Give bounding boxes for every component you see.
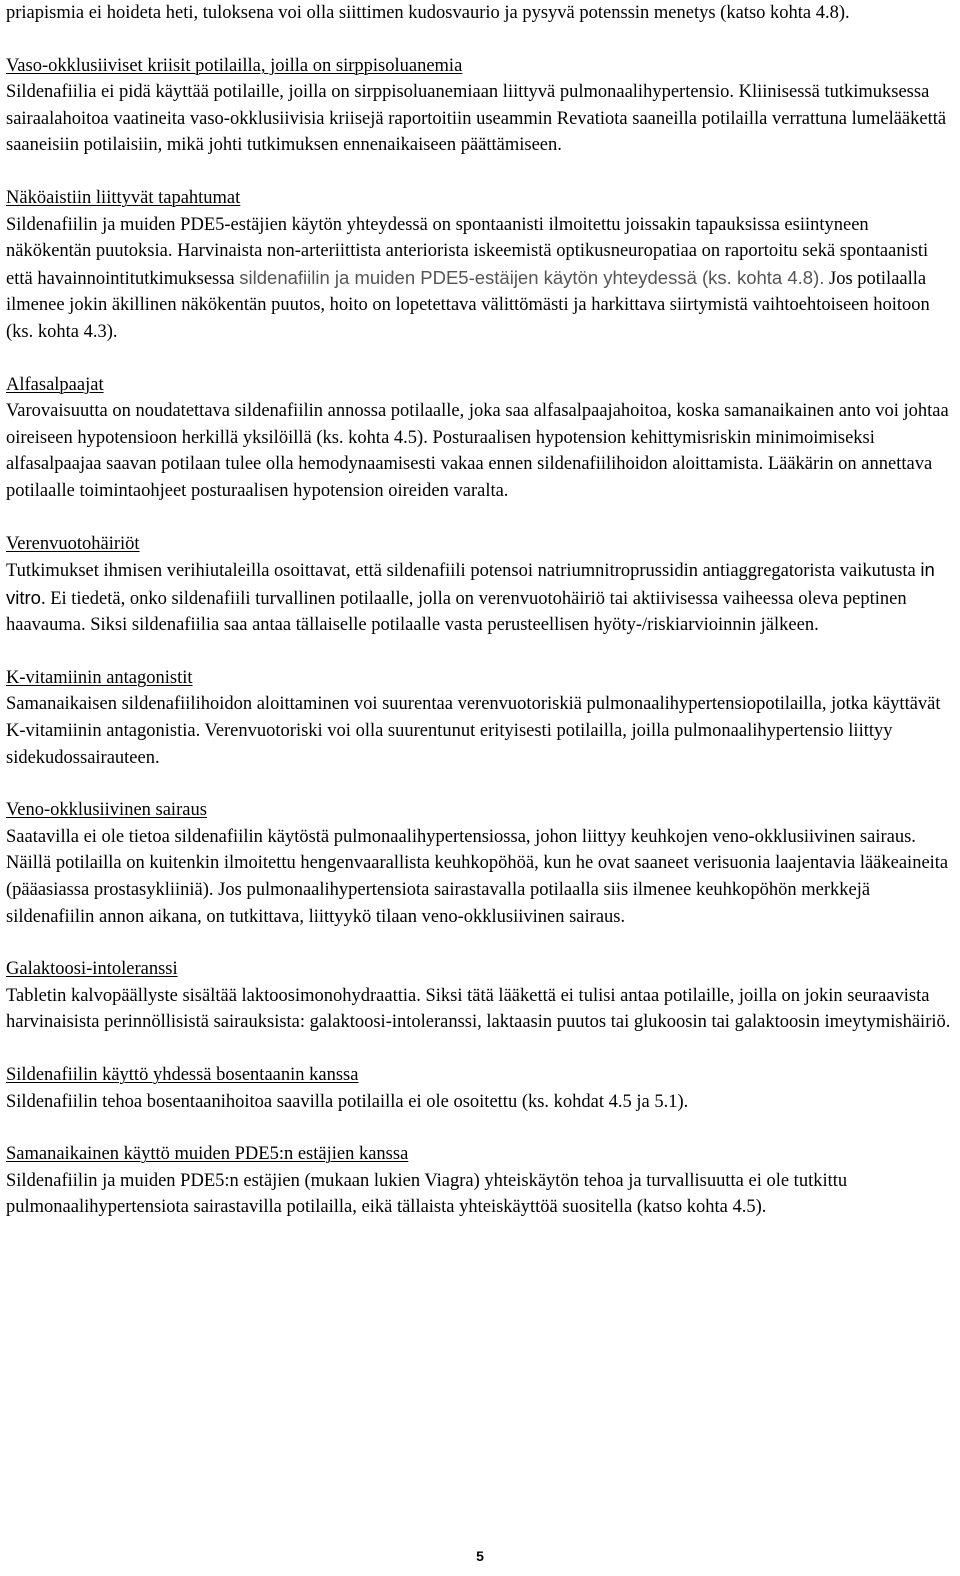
pde5-heading: Samanaikainen käyttö muiden PDE5:n estäjien kanssa [6,1144,409,1165]
eye-text-1: Sildenafiilin ja muiden PDE5-estäjien käytön yhteydessä on spontaanisti ilmoitettu joissakin tapauksissa esiintyneen näkökentän puutoksia. Harvinaista non-arteriittista anteriorista iskeemistä optikusneuropatiaa on raportoitu sekä spontaanisti että havainnointitutkimuksessa [6,214,929,289]
alpha-blockers-section [6,372,956,505]
intro-section [6,0,956,27]
visual-events-paragraph [6,212,956,346]
alpha-blockers-paragraph: Varovaisuutta on noudatettava sildenafiilin annossa potilaalle, joka saa alfasalpaajahoitoa, koska samanaikainen anto voi johtaa oireiseen hypotensioon herkillä yksilöillä (ks. kohta 4.5). Posturaalisen hypotension kehittymisriskin minimoimiseksi alfasalpaajaa saavan potilaan tulee olla hemodynaamisesti vakaa ennen sildenafiilihoidon aloittamista. Lääkärin on annettava potilaalle toimintaohjeet posturaalisen hypotension oireiden varalta. [6,401,949,501]
bleeding-disorders-heading: Verenvuotohäiriöt [6,533,140,554]
vaso-text-1: Sildenafiilia ei pidä käyttää potilaille, joilla on sirppisoluanemiaan liittyvä pulmonaalihypertensio. [6,82,735,103]
eye-gray-text: sildenafiilin ja muiden PDE5-estäijen käytön yhteydessä (ks. kohta 4.8). [239,266,825,288]
bosentan-heading: Sildenafiilin käyttö yhdessä bosentaanin kanssa [6,1065,359,1085]
vitamin-k-section [6,665,956,771]
galactose-section [6,956,956,1036]
veno-occlusive-paragraph: Saatavilla ei ole tietoa sildenafiilin käytöstä pulmonaalihypertensiossa, johon liittyy keuhkojen veno-okklusiivinen sairaus. Näillä potilailla on kuitenkin ilmoitettu hengenvaarallista keuhkopöhöä, kun he ovat saaneet verisuonia laajentavia lääkeaineita (pääasiassa prostasykliiniä). Jos pulmonaalihypertensiota sairastavalla potilaalla siis ilmenee keuhkopöhön merkkejä sildenafiilin annon aikana, on tutkittava, liittyykö tilaan veno-okklusiivinen sairaus. [6,826,949,927]
alpha-blockers-heading: Alfasalpaajat [6,374,104,395]
in-vitro-term: in vitro [6,559,935,608]
bosentan-paragraph: Sildenafiilin tehoa bosentaanihoitoa saavilla potilailla ei ole osoitettu (ks. kohdat 4.5 ja 5.1). [6,1091,689,1112]
bleeding-text-2: . Ei tiedetä, onko sildenafiili turvallinen potilaalle, jolla on verenvuotohäiriö tai aktiivisessa vaiheessa oleva peptinen haavauma. Siksi sildenafiilia saa antaa tällaiselle potilaalle vasta perusteellisen hyöty-/riskiarvioinnin jälkeen. [6,588,907,636]
page-number: 5 [476,1548,484,1564]
vitamin-k-paragraph: Samanaikaisen sildenafiilihoidon aloittaminen voi suurentaa verenvuotoriskiä pulmonaalihypertensiopotilailla, jotka käyttävät K-vitamiinin antagonistia. Verenvuotoriski voi olla suurentunut erityisesti potilailla, joilla pulmonaalihypertensio liittyy sidekudossairauteen. [6,694,941,768]
bleeding-disorders-paragraph [6,557,956,639]
pde5-section [6,1141,956,1221]
vaso-occlusive-paragraph [6,79,956,159]
bleeding-disorders-section [6,531,956,639]
eye-text-2: Jos potilaalla ilmenee jokin äkillinen näkökentän puutos, hoito on lopetettava välittömästi ja harkittava siirtymistä vaihtoehtoiseen hoitoon (ks. kohta 4.3). [6,268,930,342]
visual-events-section [6,185,956,346]
bleeding-text-1: Tutkimukset ihmisen verihiutaleilla osoittavat, että sildenafiili potensoi natriumnitroprussidin antiaggregatorista vaikutusta [6,561,921,582]
vaso-occlusive-heading: Vaso-okklusiiviset kriisit potilailla, joilla on sirppisoluanemia [6,55,463,76]
vaso-text-2: Kliinisessä tutkimuksessa sairaalahoitoa vaatineita vaso-okklusiivisia kriisejä raportoitiin useammin Revatiota saaneilla potilailla verrattuna lumelääkettä saaneisiin potilaisiin, mikä johti tutkimuksen ennenaikaiseen päättämiseen. [6,82,947,156]
pde5-paragraph: Sildenafiilin ja muiden PDE5:n estäjien (mukaan lukien Viagra) yhteiskäytön tehoa ja turvallisuutta ei ole tutkittu pulmonaalihypertensiota sairastavilla potilailla, eikä tällaista yhteiskäyttöä suositella (katso kohta 4.5). [6,1170,848,1218]
vitamin-k-heading: K-vitamiinin antagonistit [6,667,193,688]
intro-paragraph: priapismia ei hoideta heti, tuloksena voi olla siittimen kudosvaurio ja pysyvä potenssin menetys (katso kohta 4.8). [6,3,850,23]
vaso-occlusive-section [6,53,956,159]
veno-occlusive-section [6,797,956,930]
bosentan-section [6,1062,956,1115]
galactose-paragraph: Tabletin kalvopäällyste sisältää laktoosimonohydraattia. Siksi tätä lääkettä ei tulisi antaa potilaille, joilla on jokin seuraavista harvinaisista perinnöllisistä sairauksista: galaktoosi-intoleranssi, laktaasin puutos tai glukoosin tai galaktoosin imeytymishäiriö. [6,985,951,1033]
galactose-heading: Galaktoosi-intoleranssi [6,959,178,980]
visual-events-heading: Näköaistiin liittyvät tapahtumat [6,187,241,208]
document-page [6,0,956,1247]
veno-occlusive-heading: Veno-okklusiivinen sairaus [6,800,207,821]
